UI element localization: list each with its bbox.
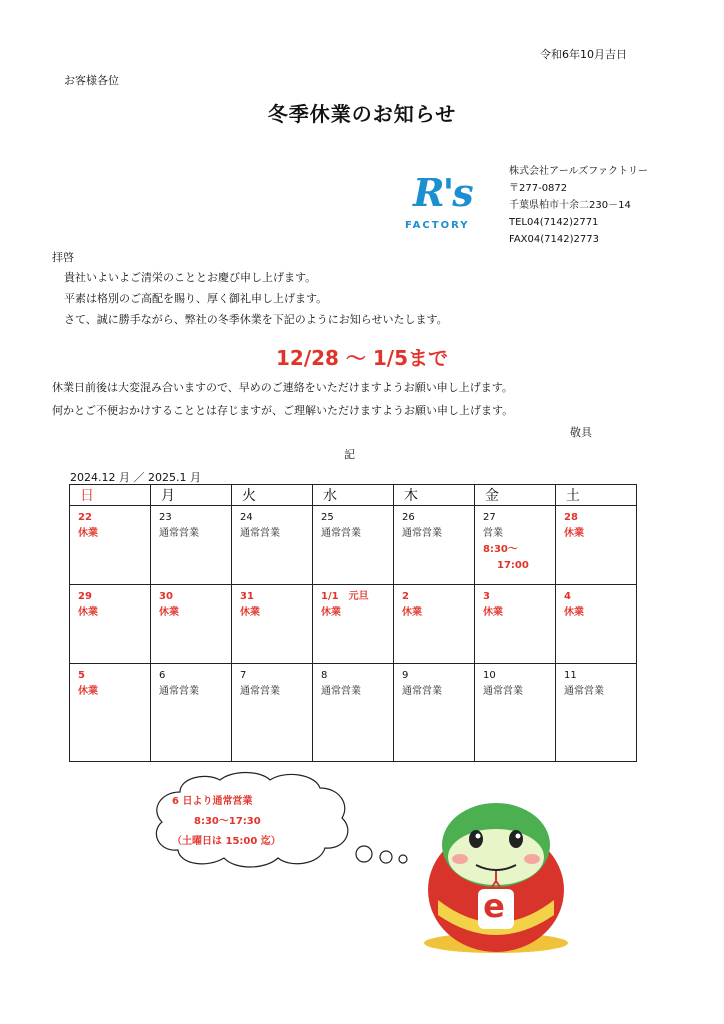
day-number: 29 — [78, 591, 92, 602]
open-label: 営業 — [483, 528, 503, 539]
calendar-week-row — [70, 506, 637, 585]
day-number: 2 — [402, 591, 409, 602]
calendar-day-cell — [151, 664, 232, 762]
day-number: 27 — [483, 512, 496, 523]
company-name: 株式会社アールズファクトリー — [509, 166, 648, 177]
closed-label: 休業 — [564, 607, 584, 618]
closed-label: 休業 — [240, 607, 260, 618]
calendar-day-cell — [151, 506, 232, 585]
day-number: 5 — [78, 670, 85, 681]
closed-label: 休業 — [483, 607, 503, 618]
open-label: 通常営業 — [321, 686, 361, 697]
closing: 敬具 — [570, 426, 592, 439]
calendar-day-cell — [394, 506, 475, 585]
company-address: 千葉県柏市十余二230－14 — [509, 200, 631, 211]
day-number: 22 — [78, 512, 92, 523]
open-label: 通常営業 — [321, 528, 361, 539]
day-number: 31 — [240, 591, 254, 602]
issue-date: 令和6年10月吉日 — [540, 48, 627, 61]
day-number: 28 — [564, 512, 578, 523]
company-info — [509, 163, 648, 248]
logo-subtext: FACTORY — [405, 220, 470, 231]
thought-dots — [354, 840, 414, 870]
day-number: 11 — [564, 670, 577, 681]
calendar-day-cell — [232, 506, 313, 585]
calendar-week-row — [70, 664, 637, 762]
recipient: お客様各位 — [64, 74, 119, 87]
calendar-day-cell — [556, 664, 637, 762]
company-tel: TEL04(7142)2771 — [509, 217, 599, 228]
open-label: 通常営業 — [159, 528, 199, 539]
mascot-emblem: e — [483, 887, 505, 925]
open-label: 通常営業 — [240, 528, 280, 539]
calendar-day-cell — [151, 585, 232, 664]
calendar-day-cell — [232, 664, 313, 762]
calendar-day-cell — [70, 664, 151, 762]
day-number: 10 — [483, 670, 496, 681]
note-line: 何かとご不便おかけすることとは存じますが、ご理解いただけますようお願い申し上げます。 — [52, 404, 514, 417]
open-label: 通常営業 — [483, 686, 523, 697]
open-label: 通常営業 — [402, 528, 442, 539]
calendar-body — [70, 506, 637, 762]
day-number: 23 — [159, 512, 172, 523]
speech-bubble — [150, 770, 355, 870]
weekday-thu: 木 — [394, 485, 475, 506]
closed-label: 休業 — [159, 607, 179, 618]
holiday-calendar — [69, 484, 637, 762]
weekday-wed: 水 — [313, 485, 394, 506]
letter-body — [64, 267, 448, 330]
day-number: 6 — [159, 670, 166, 681]
calendar-day-cell — [70, 585, 151, 664]
page-title: 冬季休業のお知らせ — [267, 102, 457, 126]
closed-label: 休業 — [78, 528, 98, 539]
calendar-day-cell — [232, 585, 313, 664]
business-hours-end: 17:00 — [497, 560, 529, 571]
ki-heading: 記 — [344, 448, 355, 461]
day-number: 30 — [159, 591, 173, 602]
calendar-day-cell — [475, 585, 556, 664]
business-hours-start: 8:30～ — [483, 544, 518, 555]
closed-label: 休業 — [402, 607, 422, 618]
day-number: 1/1 元旦 — [321, 591, 369, 602]
calendar-day-cell — [394, 585, 475, 664]
day-number: 24 — [240, 512, 253, 523]
weekday-tue: 火 — [232, 485, 313, 506]
letter-line: 貴社いよいよご清栄のこととお慶び申し上げます。 — [64, 271, 317, 284]
bubble-text — [172, 792, 342, 852]
calendar-day-cell — [394, 664, 475, 762]
weekday-fri: 金 — [475, 485, 556, 506]
closed-label: 休業 — [78, 686, 98, 697]
day-number: 3 — [483, 591, 490, 602]
closed-label: 休業 — [564, 528, 584, 539]
calendar-day-cell — [70, 506, 151, 585]
day-number: 8 — [321, 670, 328, 681]
calendar-day-cell — [556, 585, 637, 664]
weekday-sat: 土 — [556, 485, 637, 506]
open-label: 通常営業 — [564, 686, 604, 697]
calendar-day-cell — [556, 506, 637, 585]
bubble-line-1: 6 日より通常営業 — [172, 796, 253, 807]
calendar-day-cell — [313, 585, 394, 664]
open-label: 通常営業 — [159, 686, 199, 697]
day-number: 9 — [402, 670, 409, 681]
holiday-period: 12/28 ～ 1/5まで — [275, 346, 449, 370]
open-label: 通常営業 — [402, 686, 442, 697]
letter-notes — [52, 376, 513, 422]
calendar-day-cell — [313, 506, 394, 585]
closed-label: 休業 — [321, 607, 341, 618]
logo-mark: R's — [413, 170, 472, 215]
calendar-day-cell — [313, 664, 394, 762]
day-number: 7 — [240, 670, 247, 681]
greeting: 拝啓 — [52, 251, 74, 264]
letter-line: 平素は格別のご高配を賜り、厚く御礼申し上げます。 — [64, 292, 328, 305]
day-number: 25 — [321, 512, 334, 523]
company-logo — [405, 170, 500, 240]
calendar-day-cell — [475, 506, 556, 585]
closed-label: 休業 — [78, 607, 98, 618]
calendar-week-row — [70, 585, 637, 664]
calendar-month-label: 2024.12 月 ／ 2025.1 月 — [70, 471, 201, 484]
weekday-header — [70, 485, 637, 506]
day-number: 4 — [564, 591, 571, 602]
bubble-line-2: 8:30～17:30 — [194, 816, 261, 827]
company-fax: FAX04(7142)2773 — [509, 234, 599, 245]
calendar-day-cell — [475, 664, 556, 762]
note-line: 休業日前後は大変混み合いますので、早めのご連絡をいただけますようお願い申し上げます。 — [52, 381, 513, 394]
letter-line: さて、誠に勝手ながら、弊社の冬季休業を下記のようにお知らせいたします。 — [64, 313, 448, 326]
company-postal: 〒277-0872 — [509, 183, 568, 194]
weekday-sun: 日 — [70, 485, 151, 506]
snake-daruma-mascot-icon — [416, 795, 576, 955]
open-label: 通常営業 — [240, 686, 280, 697]
bubble-line-3: （土曜日は 15:00 迄） — [172, 836, 281, 847]
weekday-mon: 月 — [151, 485, 232, 506]
day-number: 26 — [402, 512, 415, 523]
